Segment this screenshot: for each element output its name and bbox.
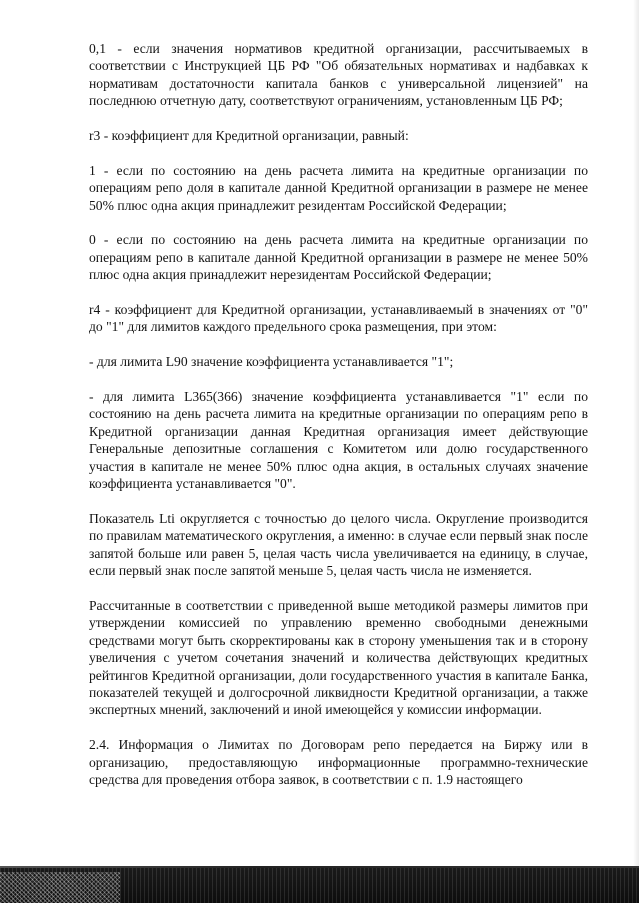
paragraph-limit-adjustment: Рассчитанные в соответствии с приведенной выше методикой размеры лимитов при утверждении комиссией по управлению временно свободными денежными средствами могут быть скорректированы как в сторону уменьшения так и в сторону увеличения с учетом сочетания значений и количества действующих кредитных рейтингов Кредитной организации, доли государственного участия в капитале Банка, показателей текущей и долгосрочной ликвидности Кредитной организации, а также экспертных мнений, заключений и иной имеющейся у комиссии информации. bbox=[89, 597, 588, 718]
paragraph-l90-rule: - для лимита L90 значение коэффициента устанавливается "1"; bbox=[89, 354, 454, 370]
paragraph-rounding-rule: Показатель Lti округляется с точностью до целого числа. Округление производится по правилам математического округления, а именно: в случае если первый знак после запятой больше или равен 5, целая часть числа увеличивается на единицу, в случае, если первый знак после запятой меньше 5, целая часть числа не изменяется. bbox=[89, 510, 588, 579]
paragraph-coefficient-0-1: 0,1 - если значения нормативов кредитной организации, рассчитываемых в соответствии с Инструкцией ЦБ РФ "Об обязательных нормативах и надбавках к нормативам достаточности капитала банков с универсальной лицензией" на последнюю отчетную дату, соответствуют ограничениям, установленным ЦБ РФ; bbox=[89, 41, 588, 109]
document-body bbox=[89, 40, 588, 806]
paragraph-r4-definition: r4 - коэффициент для Кредитной организации, устанавливаемый в значениях от "0" до "1" для лимитов каждого предельного срока размещения, при этом: bbox=[89, 302, 588, 335]
paragraph-l365-rule: - для лимита L365(366) значение коэффициента устанавливается "1" если по состоянию на день расчета лимита на кредитные организации по операциям репо в Кредитной организации данная Кредитная организация имеет действующие Генеральные депозитные соглашения с Комитетом или долю государственного участия в капитале не менее 50% плюс одна акция, в остальных случаях значение коэффициента устанавливается "0". bbox=[89, 389, 588, 492]
paragraph-r3-value-0: 0 - если по состоянию на день расчета лимита на кредитные организации по операциям репо в капитале данной Кредитной организации в размере не менее 50% плюс одна акция принадлежит нерезидентам Российской Федерации; bbox=[89, 232, 588, 283]
paragraph-r3-value-1: 1 - если по состоянию на день расчета лимита на кредитные организации по операциям репо доля в капитале данной Кредитной организации в размере не менее 50% плюс одна акция принадлежит резидентам Российской Федерации; bbox=[89, 162, 588, 213]
scan-right-edge bbox=[633, 0, 639, 868]
paragraph-r3-definition: r3 - коэффициент для Кредитной организации, равный: bbox=[89, 128, 409, 144]
scan-noise-patch bbox=[0, 872, 120, 903]
paragraph-section-2-4: 2.4. Информация о Лимитах по Договорам репо передается на Биржу или в организацию, предоставляющую информационные программно-технические средства для проведения отбора заявок, в соответствии с п. 1.9 настоящего bbox=[89, 737, 588, 787]
